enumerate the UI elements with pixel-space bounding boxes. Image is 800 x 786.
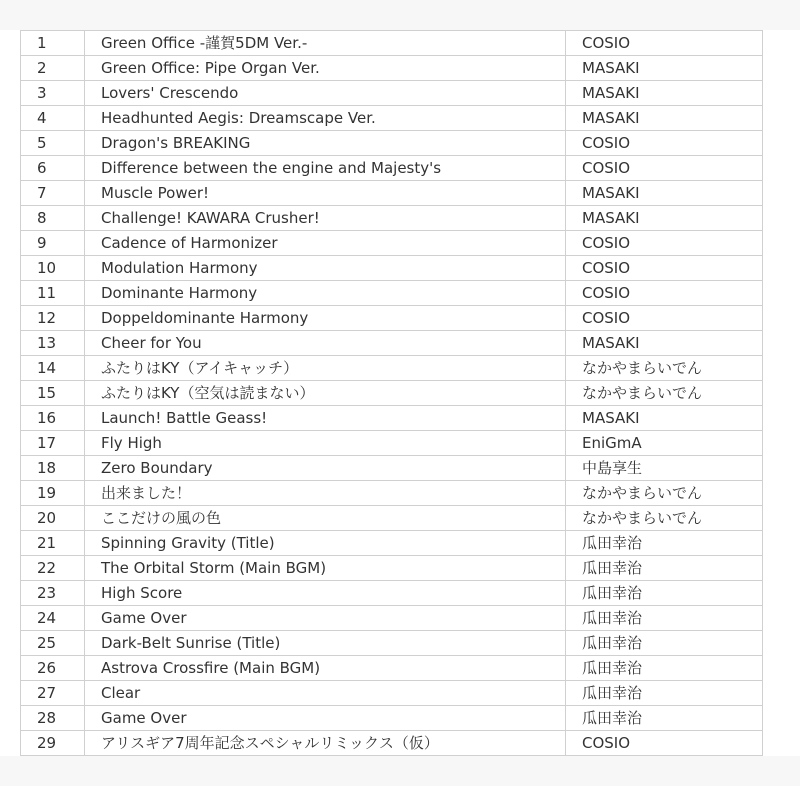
- track-title: Game Over: [85, 706, 566, 731]
- table-row: [21, 81, 763, 106]
- track-artist: なかやまらいでん: [566, 356, 763, 381]
- track-title: Clear: [85, 681, 566, 706]
- table-row: [21, 356, 763, 381]
- table-row: [21, 256, 763, 281]
- table-row: [21, 481, 763, 506]
- track-number: 11: [21, 281, 85, 306]
- track-number: 28: [21, 706, 85, 731]
- track-artist: 瓜田幸治: [566, 681, 763, 706]
- table-row: [21, 581, 763, 606]
- track-number: 23: [21, 581, 85, 606]
- track-title: Headhunted Aegis: Dreamscape Ver.: [85, 106, 566, 131]
- track-artist: MASAKI: [566, 81, 763, 106]
- track-artist: 瓜田幸治: [566, 706, 763, 731]
- table-row: [21, 131, 763, 156]
- table-row: [21, 706, 763, 731]
- table-row: [21, 681, 763, 706]
- track-artist: MASAKI: [566, 181, 763, 206]
- track-artist: MASAKI: [566, 406, 763, 431]
- track-number: 12: [21, 306, 85, 331]
- track-title: Dark-Belt Sunrise (Title): [85, 631, 566, 656]
- table-row: [21, 206, 763, 231]
- track-artist: なかやまらいでん: [566, 506, 763, 531]
- track-number: 22: [21, 556, 85, 581]
- track-number: 27: [21, 681, 85, 706]
- track-title: Cheer for You: [85, 331, 566, 356]
- table-row: [21, 331, 763, 356]
- track-artist: MASAKI: [566, 106, 763, 131]
- table-row: [21, 156, 763, 181]
- track-number: 17: [21, 431, 85, 456]
- track-number: 7: [21, 181, 85, 206]
- table-row: [21, 631, 763, 656]
- track-artist: 瓜田幸治: [566, 531, 763, 556]
- table-row: [21, 406, 763, 431]
- track-title: Dominante Harmony: [85, 281, 566, 306]
- track-number: 14: [21, 356, 85, 381]
- table-row: [21, 281, 763, 306]
- track-title: Lovers' Crescendo: [85, 81, 566, 106]
- track-artist: COSIO: [566, 731, 763, 756]
- table-row: [21, 381, 763, 406]
- track-artist: MASAKI: [566, 206, 763, 231]
- track-artist: EniGmA: [566, 431, 763, 456]
- track-number: 1: [21, 31, 85, 56]
- track-number: 19: [21, 481, 85, 506]
- track-artist: 中島享生: [566, 456, 763, 481]
- track-number: 10: [21, 256, 85, 281]
- track-number: 6: [21, 156, 85, 181]
- track-title: High Score: [85, 581, 566, 606]
- track-title: Spinning Gravity (Title): [85, 531, 566, 556]
- track-number: 13: [21, 331, 85, 356]
- track-artist: COSIO: [566, 156, 763, 181]
- track-title: ふたりはKY（アイキャッチ）: [85, 356, 566, 381]
- track-artist: 瓜田幸治: [566, 556, 763, 581]
- track-artist: COSIO: [566, 31, 763, 56]
- track-title: Fly High: [85, 431, 566, 456]
- track-title: Astrova Crossfire (Main BGM): [85, 656, 566, 681]
- track-number: 20: [21, 506, 85, 531]
- table-row: [21, 731, 763, 756]
- track-number: 4: [21, 106, 85, 131]
- track-artist: なかやまらいでん: [566, 381, 763, 406]
- track-title: Challenge! KAWARA Crusher!: [85, 206, 566, 231]
- track-artist: MASAKI: [566, 331, 763, 356]
- track-artist: 瓜田幸治: [566, 631, 763, 656]
- track-title: Game Over: [85, 606, 566, 631]
- table-row: [21, 656, 763, 681]
- track-title: アリスギア7周年記念スペシャルリミックス（仮）: [85, 731, 566, 756]
- track-number: 5: [21, 131, 85, 156]
- track-number: 16: [21, 406, 85, 431]
- track-artist: 瓜田幸治: [566, 656, 763, 681]
- track-list-table: [20, 30, 763, 756]
- table-row: [21, 456, 763, 481]
- track-title: The Orbital Storm (Main BGM): [85, 556, 566, 581]
- track-number: 3: [21, 81, 85, 106]
- track-title: Launch! Battle Geass!: [85, 406, 566, 431]
- table-row: [21, 606, 763, 631]
- track-number: 25: [21, 631, 85, 656]
- table-row: [21, 506, 763, 531]
- track-number: 26: [21, 656, 85, 681]
- track-number: 8: [21, 206, 85, 231]
- track-number: 21: [21, 531, 85, 556]
- track-artist: COSIO: [566, 131, 763, 156]
- track-title: ここだけの風の色: [85, 506, 566, 531]
- track-artist: 瓜田幸治: [566, 581, 763, 606]
- track-title: ふたりはKY（空気は読まない）: [85, 381, 566, 406]
- track-title: Doppeldominante Harmony: [85, 306, 566, 331]
- track-artist: COSIO: [566, 281, 763, 306]
- track-number: 2: [21, 56, 85, 81]
- track-title: 出来ました！: [85, 481, 566, 506]
- track-artist: なかやまらいでん: [566, 481, 763, 506]
- track-number: 18: [21, 456, 85, 481]
- track-artist: COSIO: [566, 256, 763, 281]
- content-area: [0, 30, 800, 756]
- track-artist: 瓜田幸治: [566, 606, 763, 631]
- track-title: Muscle Power!: [85, 181, 566, 206]
- table-row: [21, 531, 763, 556]
- track-title: Modulation Harmony: [85, 256, 566, 281]
- track-title: Green Office: Pipe Organ Ver.: [85, 56, 566, 81]
- track-title: Dragon's BREAKING: [85, 131, 566, 156]
- track-title: Difference between the engine and Majesty's: [85, 156, 566, 181]
- track-number: 24: [21, 606, 85, 631]
- table-row: [21, 431, 763, 456]
- track-number: 15: [21, 381, 85, 406]
- track-title: Cadence of Harmonizer: [85, 231, 566, 256]
- track-title: Green Office -謹賀5DM Ver.-: [85, 31, 566, 56]
- track-number: 29: [21, 731, 85, 756]
- track-list-body: [21, 31, 763, 756]
- table-row: [21, 31, 763, 56]
- table-row: [21, 306, 763, 331]
- table-row: [21, 181, 763, 206]
- track-title: Zero Boundary: [85, 456, 566, 481]
- table-row: [21, 106, 763, 131]
- table-row: [21, 231, 763, 256]
- track-number: 9: [21, 231, 85, 256]
- table-row: [21, 56, 763, 81]
- track-artist: COSIO: [566, 306, 763, 331]
- track-artist: COSIO: [566, 231, 763, 256]
- track-artist: MASAKI: [566, 56, 763, 81]
- table-row: [21, 556, 763, 581]
